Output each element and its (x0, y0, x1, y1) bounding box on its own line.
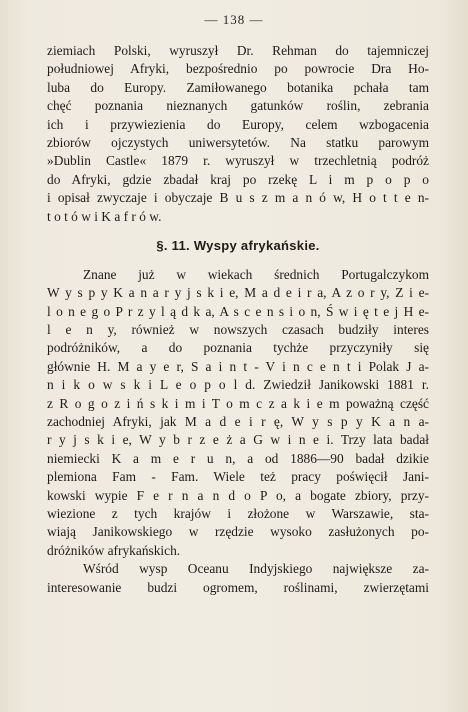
text-line: n i k o w s k i L e o p o l d. Zwiedził Janikowski 1881 r. (47, 377, 429, 393)
text-line: podróżników, a do poznania tychże przyczyniły się (47, 340, 429, 356)
text-line: niemiecki K a m e r u n, a od 1886—90 badał dzikie (47, 450, 429, 466)
text-line: l e n y, również w nowszych czasach budziły interes (47, 322, 429, 338)
text-line: plemiona Fam - Fam. Wiele też pracy poświęcił Jani- (47, 469, 429, 485)
body-text (47, 42, 429, 597)
text-line: chęć poznania nieznanych gatunków roślin, zebrania (47, 98, 429, 114)
text-line: i opisał zwyczaje i obyczaje B u s z m a n ó w, H o t t e n- (47, 190, 429, 206)
text-line: wiezione z tych krajów i złożone w Warszawie, sta- (47, 505, 429, 521)
text-line: W y s p y K a n a r y j s k i e, M a d e i r a, A z o r y, Z i e- (47, 285, 429, 301)
text-line: »Dublin Castle« 1879 r. wyruszył w trzechletnią podróż (47, 153, 429, 169)
text-line: Wśród wysp Oceanu Indyjskiego największe za- (83, 561, 429, 577)
text-line: głównie H. M a y e r, S a i n t - V i n c e n t i Polak J a- (47, 358, 429, 374)
text-line: interesowanie budzi ogromem, roślinami, zwierzętami (47, 579, 429, 595)
paragraph-3 (47, 560, 429, 597)
text-line: do Afryki, gdzie zbadał kraj po rzekę L i m p o p o (47, 171, 429, 187)
text-line: zachodniej Afryki, jak M a d e i r ę, W y s p y K a n a- (47, 414, 429, 430)
text-line: południowej Afryki, bezpośrednio po powrocie Dra Ho- (47, 61, 429, 77)
text-line: Znane już w wiekach średnich Portugalczykom (83, 266, 429, 282)
text-line: kowski wypie F e r n a n d o P o, a bogate zbiory, przy- (47, 487, 429, 503)
text-line: ziemiach Polski, wyruszył Dr. Rehman do tajemniczej (47, 43, 429, 58)
text-line: r y j s k i e, W y b r z e ż a G w i n e i. Trzy lata badał (47, 432, 429, 448)
text-line: dróżników afrykańskich. (47, 542, 181, 558)
text-line: t o t ó w i K a f r ó w. (47, 208, 162, 224)
page-number: — 138 — (204, 12, 264, 27)
text-line: luba do Europy. Zamiłowanego botanika pchała tam (47, 79, 429, 95)
paragraph-2 (47, 266, 429, 560)
section-heading: §. 11. Wyspy afrykańskie. (156, 237, 320, 253)
text-line: zbiorów ojczystych uniwersytetów. Na statku parowym (47, 134, 429, 150)
text-line: wiają Janikowskiego w rzędzie wysoko zasłużonych po- (47, 524, 429, 540)
text-line: ich i przywiezienia do Europy, celem wzbogacenia (47, 116, 429, 132)
paragraph-1 (47, 42, 429, 226)
text-line: l o n e g o P r z y l ą d k a, A s c e n s i o n, Ś w i ę t e j H e- (47, 303, 429, 319)
text-line: z R o g o z i ń s k i m i T o m c z a k i e m poważną część (47, 395, 429, 411)
